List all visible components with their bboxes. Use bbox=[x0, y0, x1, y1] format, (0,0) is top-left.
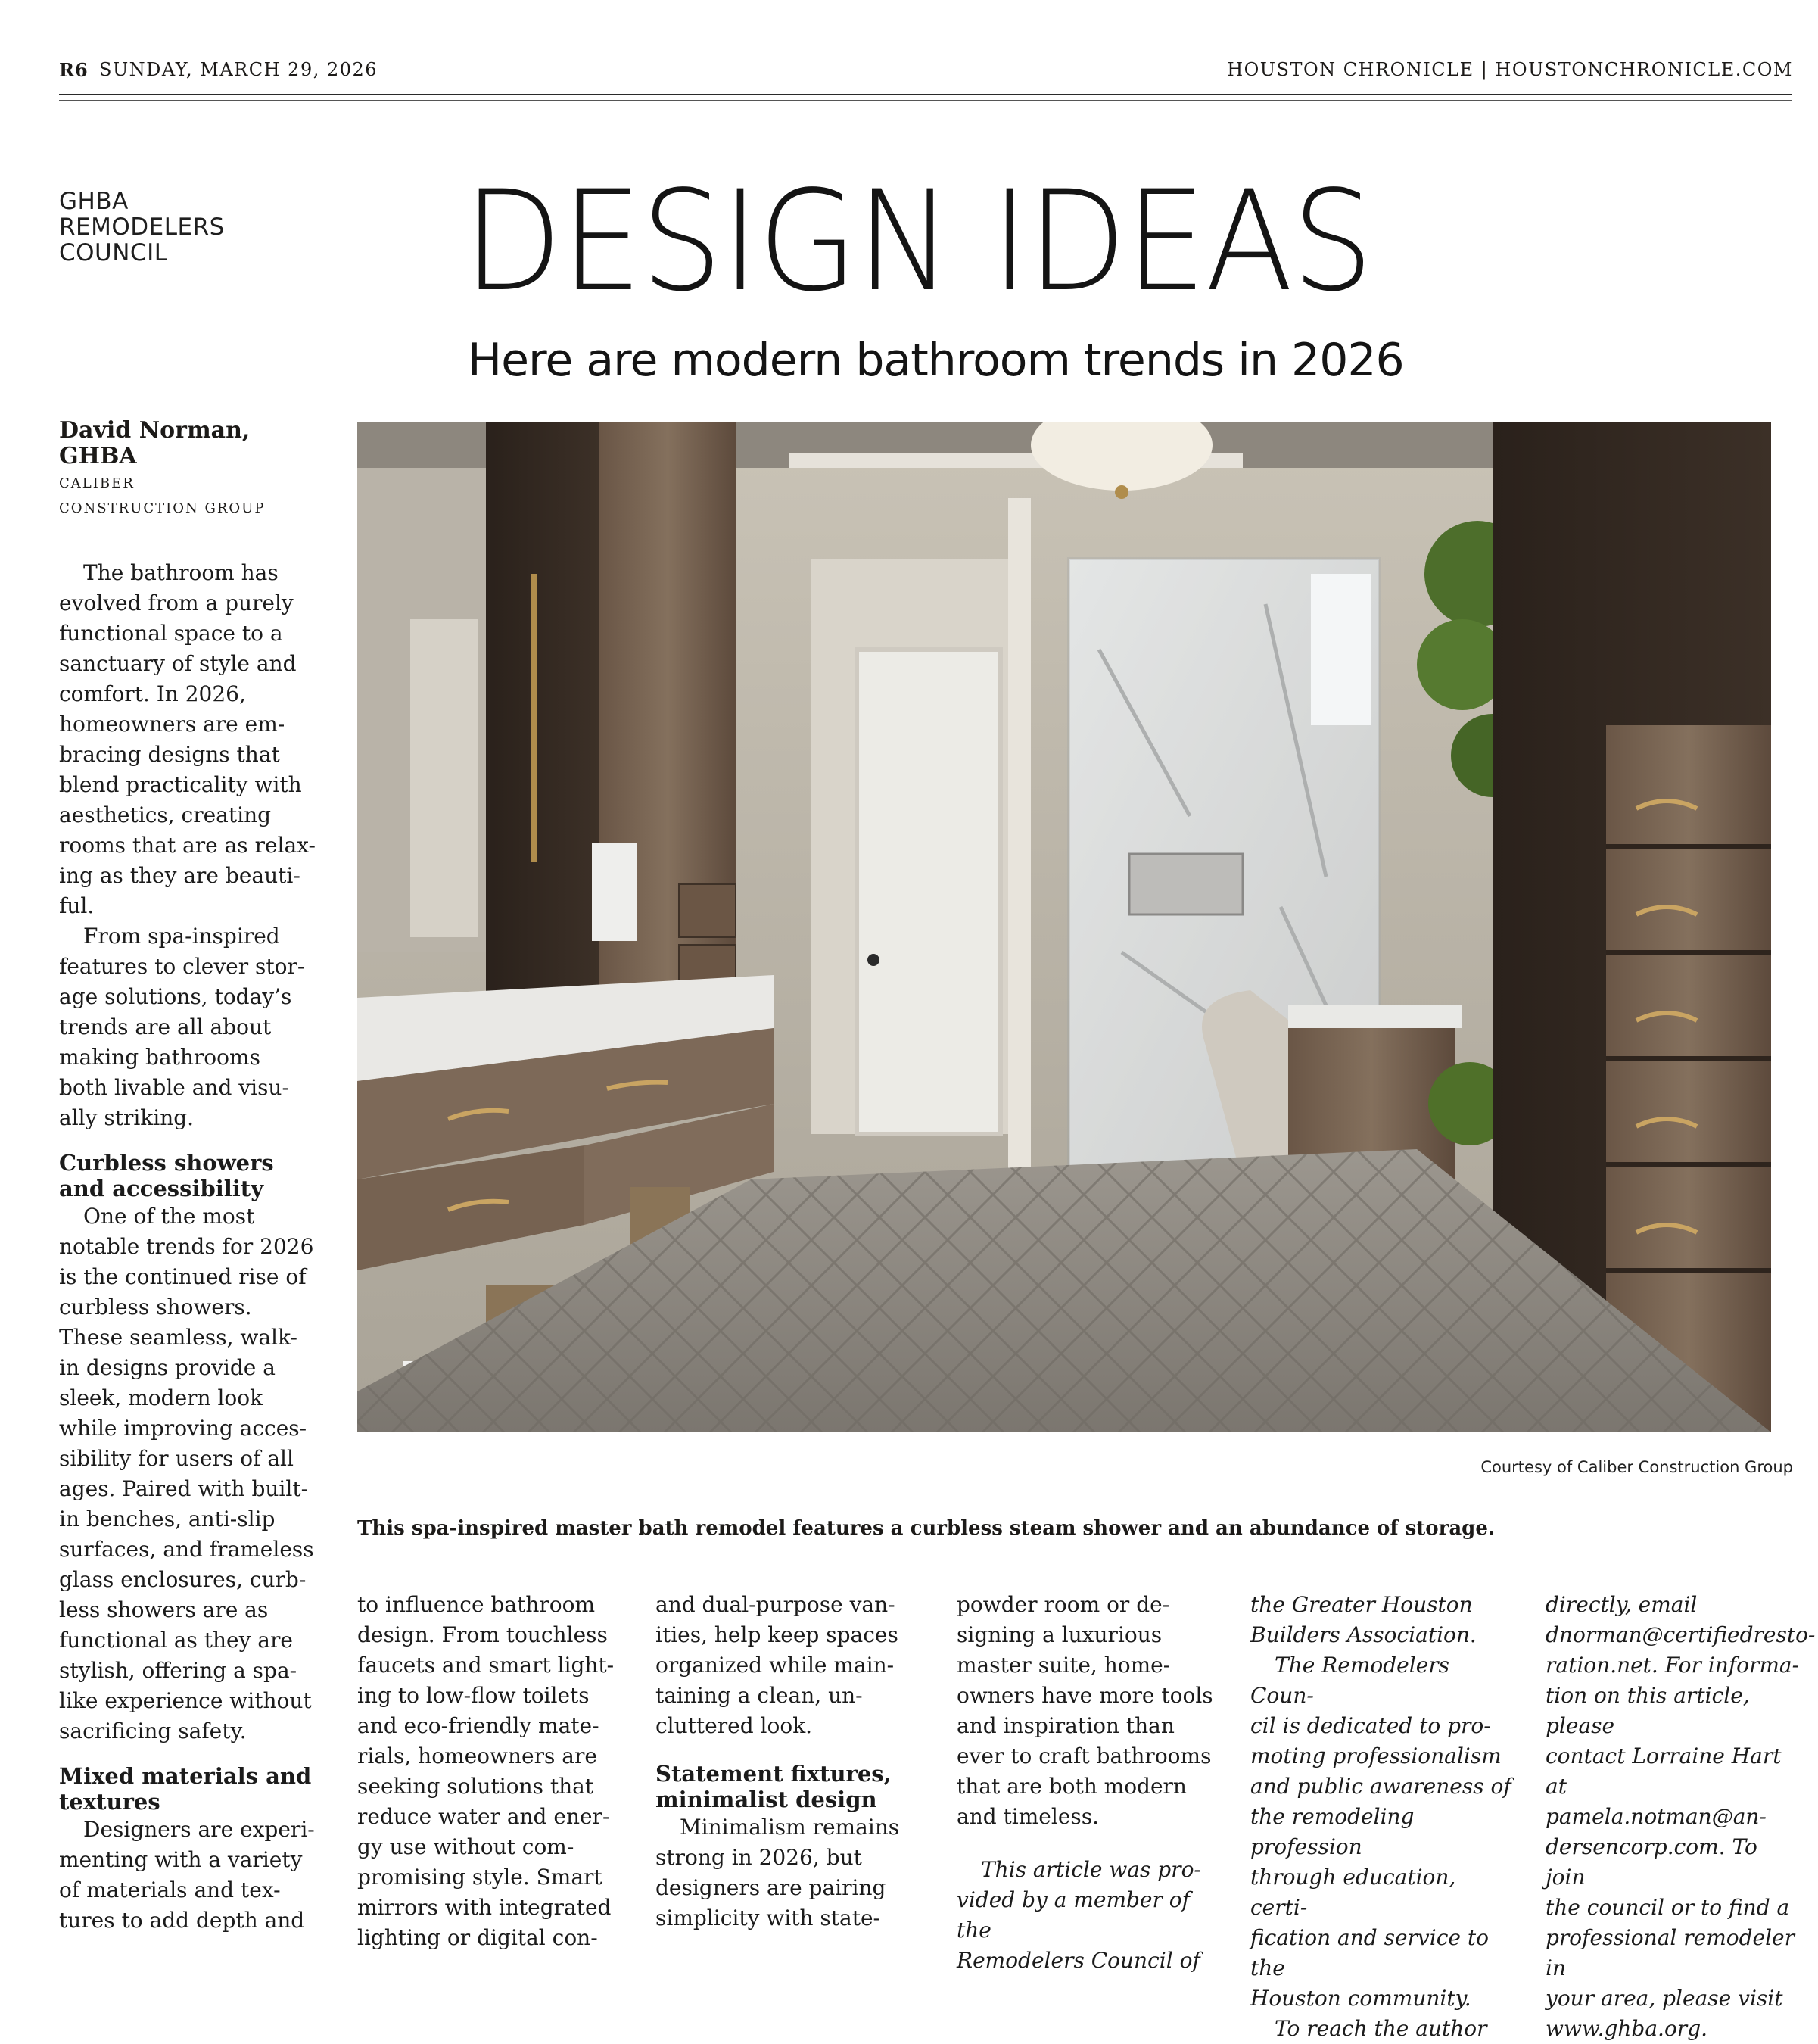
text-line: cil is dedicated to pro- bbox=[1250, 1713, 1491, 1738]
text-line: contact Lorraine Hart at bbox=[1546, 1743, 1782, 1799]
text-line: Designers are experi- bbox=[83, 1817, 315, 1842]
text-line: taining a clean, un- bbox=[655, 1683, 863, 1708]
text-line: This article was pro- bbox=[981, 1857, 1201, 1882]
photo-credit: Courtesy of Caliber Construction Group bbox=[1480, 1458, 1793, 1476]
text-line: sanctuary of style and bbox=[59, 651, 297, 676]
text-line: dersencorp.com. To join bbox=[1546, 1834, 1757, 1890]
text-line: fication and service to the bbox=[1250, 1925, 1489, 1980]
text-line: rooms that are as relax- bbox=[59, 833, 316, 858]
subheading-mixed-materials: Mixed materials and textures bbox=[59, 1763, 312, 1815]
author-org-line: CONSTRUCTION GROUP bbox=[59, 500, 266, 516]
text-line: Remodelers Council of bbox=[957, 1948, 1200, 1973]
text-line: moting professionalism bbox=[1250, 1743, 1502, 1768]
text-line: menting with a variety bbox=[59, 1847, 303, 1872]
text-line: in benches, anti-slip bbox=[59, 1507, 276, 1531]
text-line: www.ghba.org. bbox=[1546, 2016, 1708, 2041]
text-line: These seamless, walk- bbox=[59, 1325, 297, 1350]
article-column-5 bbox=[1250, 1590, 1515, 2044]
author-name-line: GHBA bbox=[59, 443, 137, 469]
photo-caption: This spa-inspired master bath remodel features a curbless steam shower and an abundance of storage. bbox=[357, 1517, 1495, 1540]
text-line: curbless showers. bbox=[59, 1295, 252, 1320]
text-line: The Remodelers Coun- bbox=[1250, 1653, 1450, 1708]
text-line: ration.net. For informa- bbox=[1546, 1653, 1800, 1678]
text-line: design. From touchless bbox=[357, 1622, 608, 1647]
section-label-line: GHBA bbox=[59, 188, 129, 215]
text-line: gy use without com- bbox=[357, 1834, 574, 1859]
text-line: in designs provide a bbox=[59, 1355, 276, 1380]
text-line: ages. Paired with built- bbox=[59, 1476, 309, 1501]
text-line: blend practicality with bbox=[59, 772, 302, 797]
text-line: dnorman@certifiedresto- bbox=[1546, 1622, 1816, 1647]
text-line: functional as they are bbox=[59, 1628, 293, 1653]
text-line: owners have more tools bbox=[957, 1683, 1213, 1708]
text-line: to influence bathroom bbox=[357, 1592, 596, 1617]
text-line: One of the most bbox=[83, 1204, 255, 1229]
text-line: ally striking. bbox=[59, 1105, 195, 1130]
text-line: sacrificing safety. bbox=[59, 1718, 247, 1743]
text-line: your area, please visit bbox=[1546, 1986, 1783, 2011]
text-line: mirrors with integrated bbox=[357, 1895, 612, 1920]
text-line: Minimalism remains bbox=[680, 1815, 900, 1840]
col1-para-block-2 bbox=[59, 1201, 316, 1746]
text-line: the remodeling profession bbox=[1250, 1804, 1415, 1859]
text-line: Houston community. bbox=[1250, 1986, 1471, 2011]
text-line: faucets and smart light- bbox=[357, 1653, 615, 1678]
text-line: powder room or de- bbox=[957, 1592, 1170, 1617]
author-note bbox=[957, 1855, 1222, 1976]
text-line: rials, homeowners are bbox=[357, 1743, 597, 1768]
text-line: signing a luxurious bbox=[957, 1622, 1163, 1647]
text-line: and timeless. bbox=[957, 1804, 1100, 1829]
text-line: Builders Association. bbox=[1250, 1622, 1477, 1647]
masthead-rule-bottom bbox=[59, 100, 1792, 101]
text-line: of materials and tex- bbox=[59, 1877, 281, 1902]
text-line: through education, certi- bbox=[1250, 1865, 1456, 1920]
text-line: comfort. In 2026, bbox=[59, 681, 246, 706]
text-line: the Greater Houston bbox=[1250, 1592, 1473, 1617]
author-name-line: David Norman, bbox=[59, 417, 251, 444]
text-line: homeowners are em- bbox=[59, 712, 285, 737]
text-line: is the continued rise of bbox=[59, 1264, 307, 1289]
text-line: surfaces, and frameless bbox=[59, 1537, 314, 1562]
text-line: sleek, modern look bbox=[59, 1385, 263, 1410]
text-line: glass enclosures, curb- bbox=[59, 1567, 307, 1592]
author-org-line: CALIBER bbox=[59, 475, 135, 491]
text-line: The bathroom has bbox=[83, 560, 279, 585]
text-line: seeking solutions that bbox=[357, 1774, 594, 1799]
subheading-statement-fixtures: Statement fixtures, minimalist design bbox=[655, 1761, 892, 1812]
text-line: sibility for users of all bbox=[59, 1446, 294, 1471]
subheading-curbless-showers: Curbless showers and accessibility bbox=[59, 1150, 274, 1201]
text-line: master suite, home- bbox=[957, 1653, 1171, 1678]
text-line: evolved from a purely bbox=[59, 590, 294, 615]
article-column-3 bbox=[655, 1590, 920, 1933]
page-subheadline: Here are modern bathroom trends in 2026 bbox=[468, 334, 1404, 387]
text-line: directly, email bbox=[1546, 1592, 1698, 1617]
text-line: the council or to find a bbox=[1546, 1895, 1790, 1920]
section-label bbox=[59, 189, 225, 266]
article-column-1 bbox=[59, 558, 316, 1936]
col1-para-block bbox=[59, 558, 316, 1133]
article-column-4 bbox=[957, 1590, 1222, 1976]
text-line: promising style. Smart bbox=[357, 1865, 602, 1890]
text-line: tion on this article, please bbox=[1546, 1683, 1750, 1738]
article-column-2 bbox=[357, 1590, 622, 1953]
bathroom-photo bbox=[357, 422, 1771, 1432]
text-line: notable trends for 2026 bbox=[59, 1234, 314, 1259]
issue-date: SUNDAY, MARCH 29, 2026 bbox=[99, 59, 378, 80]
text-line: tures to add depth and bbox=[59, 1908, 305, 1933]
page-number: R6 bbox=[59, 59, 89, 81]
article-column-6 bbox=[1546, 1590, 1816, 2044]
text-line: and public awareness of bbox=[1250, 1774, 1511, 1799]
text-line: reduce water and ener- bbox=[357, 1804, 610, 1829]
text-line: and eco-friendly mate- bbox=[357, 1713, 599, 1738]
text-line: age solutions, today’s bbox=[59, 984, 292, 1009]
text-line: and dual-purpose van- bbox=[655, 1592, 895, 1617]
text-line: lighting or digital con- bbox=[357, 1925, 598, 1950]
text-line: pamela.notman@an- bbox=[1546, 1804, 1767, 1829]
text-line: ing to low-flow toilets bbox=[357, 1683, 590, 1708]
text-line: less showers are as bbox=[59, 1597, 269, 1622]
text-line: like experience without bbox=[59, 1688, 312, 1713]
text-line: professional remodeler in bbox=[1546, 1925, 1795, 1980]
section-label-line: COUNCIL bbox=[59, 239, 168, 266]
text-line: cluttered look. bbox=[655, 1713, 813, 1738]
page-headline: DESIGN IDEAS bbox=[463, 161, 1373, 322]
text-line: ever to craft bathrooms bbox=[957, 1743, 1212, 1768]
text-line: bracing designs that bbox=[59, 742, 280, 767]
masthead-rule-top bbox=[59, 94, 1792, 95]
text-line: organized while main- bbox=[655, 1653, 895, 1678]
text-line: stylish, offering a spa- bbox=[59, 1658, 297, 1683]
publication-name: HOUSTON CHRONICLE | HOUSTONCHRONICLE.COM bbox=[1227, 59, 1793, 80]
text-line: that are both modern bbox=[957, 1774, 1187, 1799]
text-line: To reach the author bbox=[1275, 2016, 1487, 2041]
byline bbox=[59, 418, 265, 521]
col1-para-block-3 bbox=[59, 1815, 316, 1936]
text-line: aesthetics, creating bbox=[59, 802, 272, 827]
text-line: ities, help keep spaces bbox=[655, 1622, 898, 1647]
text-line: simplicity with state- bbox=[655, 1905, 881, 1930]
text-line: functional space to a bbox=[59, 621, 283, 646]
text-line: both livable and visu- bbox=[59, 1075, 289, 1100]
text-line: and inspiration than bbox=[957, 1713, 1175, 1738]
text-line: strong in 2026, but bbox=[655, 1845, 862, 1870]
section-label-line: REMODELERS bbox=[59, 213, 225, 241]
text-line: vided by a member of the bbox=[957, 1887, 1190, 1943]
text-line: From spa-inspired bbox=[83, 924, 280, 949]
text-line: features to clever stor- bbox=[59, 954, 305, 979]
text-line: trends are all about bbox=[59, 1014, 272, 1039]
text-line: while improving acces- bbox=[59, 1416, 307, 1441]
text-line: making bathrooms bbox=[59, 1045, 260, 1070]
text-line: ing as they are beauti- bbox=[59, 863, 300, 888]
text-line: designers are pairing bbox=[655, 1875, 886, 1900]
text-line: ful. bbox=[59, 893, 95, 918]
